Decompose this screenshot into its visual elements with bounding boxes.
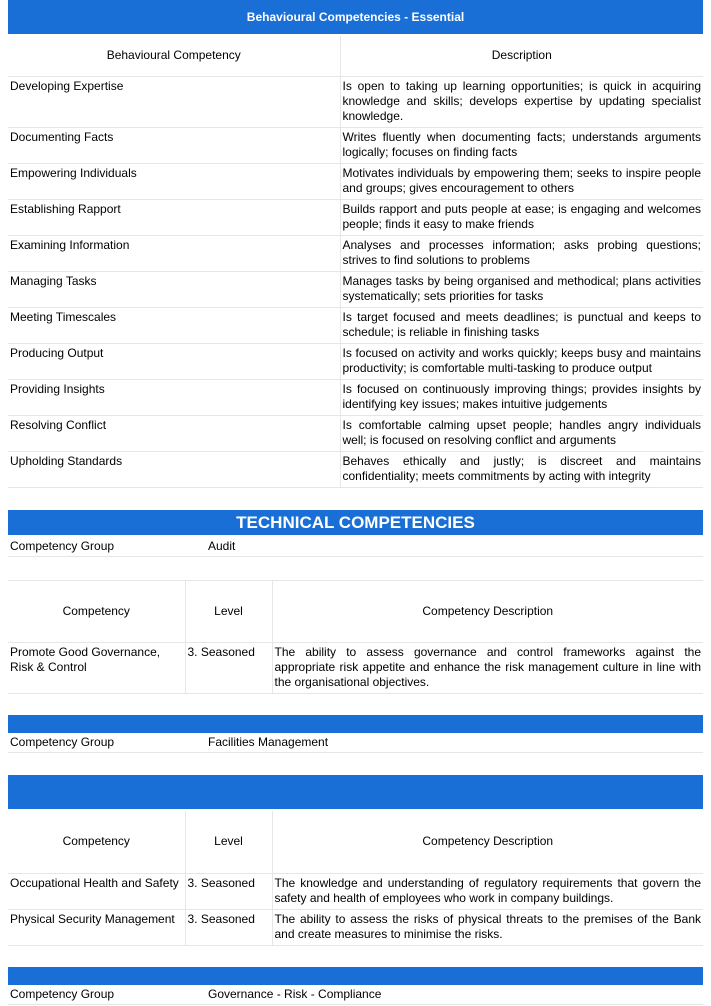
competency-group-row bbox=[8, 985, 703, 1005]
competency-name: Upholding Standards bbox=[8, 451, 340, 487]
group-separator-bar bbox=[8, 775, 703, 809]
behavioural-header-row bbox=[8, 36, 703, 76]
competency-description: Manages tasks by being organised and methodical; plans activities systematically; sets priorities for tasks bbox=[340, 271, 703, 307]
table-row bbox=[8, 343, 703, 379]
competency-group-row bbox=[8, 733, 703, 753]
table-row bbox=[8, 271, 703, 307]
competency-description: The knowledge and understanding of regulatory requirements that govern the safety and health of employees who work in company buildings. bbox=[272, 873, 703, 909]
technical-table-audit bbox=[8, 580, 703, 694]
competency-name: Providing Insights bbox=[8, 379, 340, 415]
technical-table-facilities bbox=[8, 811, 703, 946]
competency-name: Establishing Rapport bbox=[8, 199, 340, 235]
table-row bbox=[8, 451, 703, 487]
competency-name: Resolving Conflict bbox=[8, 415, 340, 451]
table-row bbox=[8, 199, 703, 235]
table-row bbox=[8, 76, 703, 127]
group-separator-bar bbox=[8, 967, 703, 985]
competency-header: Competency bbox=[8, 811, 185, 873]
behavioural-description-header: Description bbox=[340, 36, 703, 76]
competency-name: Producing Output bbox=[8, 343, 340, 379]
competency-description: Is target focused and meets deadlines; is punctual and keeps to schedule; is reliable in finishing tasks bbox=[340, 307, 703, 343]
technical-header-row bbox=[8, 581, 703, 643]
competency-description: Is focused on continuously improving things; provides insights by identifying key issues; makes intuitive judgements bbox=[340, 379, 703, 415]
behavioural-competency-header: Behavioural Competency bbox=[8, 36, 340, 76]
level-header: Level bbox=[185, 581, 272, 643]
technical-title: TECHNICAL COMPETENCIES bbox=[236, 513, 475, 532]
competency-name: Empowering Individuals bbox=[8, 163, 340, 199]
competency-name: Documenting Facts bbox=[8, 127, 340, 163]
competency-description: Writes fluently when documenting facts; understands arguments logically; focuses on finding facts bbox=[340, 127, 703, 163]
competency-group-label: Competency Group bbox=[8, 537, 206, 557]
technical-header-row bbox=[8, 811, 703, 873]
competency-name: Examining Information bbox=[8, 235, 340, 271]
behavioural-table bbox=[8, 36, 703, 488]
competency-name: Promote Good Governance, Risk & Control bbox=[8, 643, 185, 694]
competency-group-row bbox=[8, 537, 703, 557]
competency-name: Developing Expertise bbox=[8, 76, 340, 127]
competency-group-value: Audit bbox=[206, 537, 703, 557]
table-row bbox=[8, 307, 703, 343]
table-row bbox=[8, 873, 703, 909]
table-row bbox=[8, 127, 703, 163]
competency-name: Managing Tasks bbox=[8, 271, 340, 307]
competency-description: Is focused on activity and works quickly; keeps busy and maintains productivity; is comfortable multi-tasking to produce output bbox=[340, 343, 703, 379]
competency-level: 3. Seasoned bbox=[185, 643, 272, 694]
behavioural-title-bar bbox=[8, 0, 703, 34]
competency-description-header: Competency Description bbox=[272, 811, 703, 873]
competency-group-label: Competency Group bbox=[8, 733, 206, 753]
competency-description: The ability to assess the risks of physical threats to the premises of the Bank and create measures to minimise the risks. bbox=[272, 909, 703, 945]
competency-description: Is comfortable calming upset people; handles angry individuals well; is focused on resolving conflict and arguments bbox=[340, 415, 703, 451]
table-row bbox=[8, 909, 703, 945]
competency-name: Meeting Timescales bbox=[8, 307, 340, 343]
competency-group-value: Facilities Management bbox=[206, 733, 703, 753]
competency-description: Behaves ethically and justly; is discreet and maintains confidentiality; meets commitments by acting with integrity bbox=[340, 451, 703, 487]
competency-description: Is open to taking up learning opportunities; is quick in acquiring knowledge and skills; develops expertise by updating specialist knowledge. bbox=[340, 76, 703, 127]
competency-level: 3. Seasoned bbox=[185, 909, 272, 945]
competency-level: 3. Seasoned bbox=[185, 873, 272, 909]
competency-description: Analyses and processes information; asks probing questions; strives to find solutions to problems bbox=[340, 235, 703, 271]
table-row bbox=[8, 235, 703, 271]
level-header: Level bbox=[185, 811, 272, 873]
group-separator-bar bbox=[8, 715, 703, 733]
technical-title-bar bbox=[8, 510, 703, 535]
competency-description: Motivates individuals by empowering them; seeks to inspire people and groups; gives encouragement to others bbox=[340, 163, 703, 199]
table-row bbox=[8, 163, 703, 199]
table-row bbox=[8, 643, 703, 694]
competency-description: Builds rapport and puts people at ease; is engaging and welcomes people; finds it easy to make friends bbox=[340, 199, 703, 235]
competency-group-label: Competency Group bbox=[8, 985, 206, 1005]
competency-name: Physical Security Management bbox=[8, 909, 185, 945]
table-row bbox=[8, 379, 703, 415]
competency-description: The ability to assess governance and control frameworks against the appropriate risk appetite and enhance the risk management culture in line with the organisational objectives. bbox=[272, 643, 703, 694]
competency-description-header: Competency Description bbox=[272, 581, 703, 643]
competency-name: Occupational Health and Safety bbox=[8, 873, 185, 909]
table-row bbox=[8, 415, 703, 451]
competency-header: Competency bbox=[8, 581, 185, 643]
behavioural-title: Behavioural Competencies - Essential bbox=[246, 10, 465, 24]
competency-group-value: Governance - Risk - Compliance bbox=[206, 985, 703, 1005]
